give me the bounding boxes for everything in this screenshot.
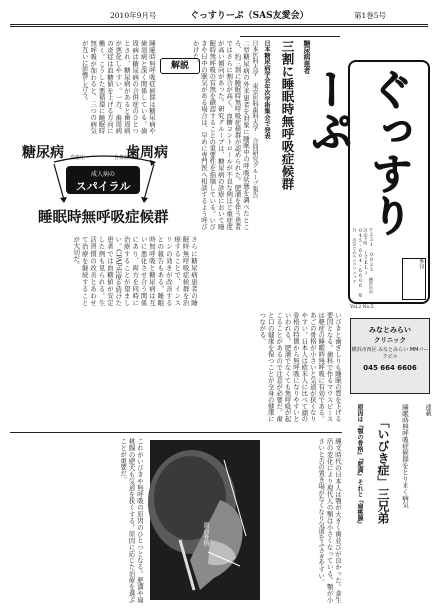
explainer-badge: 解説 xyxy=(160,58,200,74)
spiral-diagram xyxy=(14,140,198,230)
spiral-label: スパイラル xyxy=(75,180,131,193)
lead-line: いびきや日中の眠気がある場合は、 xyxy=(199,40,217,230)
series-subtitle: 原因は『顎の骨格』『肥満』それと『扁桃腺』 xyxy=(356,404,363,527)
explainer-body xyxy=(16,40,156,134)
clinic-phone: 045 664 6606 xyxy=(363,364,417,372)
lead-line: 約三割に睡眠時無呼吸症候群が認められた。 xyxy=(233,53,242,185)
lead-line: 研究グループは、糖尿病の診療において xyxy=(216,105,225,224)
lead-more-line: 両方を同時に治療することが望ましい。 xyxy=(114,236,140,306)
note-right: 合併症 xyxy=(114,155,130,161)
lower-left-body xyxy=(16,236,198,306)
bottom-line: 顎が小さいと舌の置き場がなくなり気道をふさぎやすい。 xyxy=(317,438,334,603)
lead-kicker: 糖尿病患者 xyxy=(302,40,310,74)
middle-line: 肥満でなくても無呼吸が起こることがあるので注意が必要だ。 xyxy=(275,312,292,422)
lead-line: 肥満を伴う患者ではさらに割合が高く、 xyxy=(225,40,242,230)
middle-line: 歯と口の健康を保つことが全身の健康につながる。 xyxy=(258,312,284,422)
lead-more-line: 睡眠時無呼吸と糖尿病は互いに悪化させ合う関係にあり、 xyxy=(131,236,165,306)
bottom-line: これがいびきや無呼吸の原因のひとつとなる。 xyxy=(136,438,144,577)
explainer-line: 睡眠時無呼吸症候群は糖尿病や歯周病と深く関係している。 xyxy=(139,40,156,134)
middle-line: 日本人は欧米人に比べて顔の骨格の特徴から無呼吸になりやすいといわれる。 xyxy=(283,312,309,422)
masthead-badge: 季刊 xyxy=(402,258,426,300)
clinic-ad xyxy=(350,318,430,394)
lead-rule xyxy=(240,36,340,37)
header-rule xyxy=(10,24,428,25)
middle-body xyxy=(16,312,342,422)
page-header xyxy=(0,8,440,22)
bottom-left-body xyxy=(16,438,144,603)
diagram-diabetes: 糖尿病 xyxy=(22,145,64,161)
diagram-periodontal: 歯周病 xyxy=(126,145,168,161)
bottom-line: 原因に応じた治療を選ぶことが重要だ。 xyxy=(119,438,136,603)
skull-xray-image xyxy=(150,440,260,600)
explainer-line: 一方、歯周病の炎症は血糖値を上げる方向に働く。 xyxy=(97,40,123,134)
masthead-volume: Vol.2 No.5 xyxy=(350,305,374,310)
middle-line: 歯科で作るマウスピースは軽症の睡眠時無呼吸に有効である。 xyxy=(317,312,334,423)
lead-more-line: 生活習慣の改善とあわせて治療を継続することが大切だ。 xyxy=(72,236,106,306)
bottom-line: 肥満や扁桃腺の肥大も気道を狭くする。 xyxy=(127,438,144,603)
section-rule xyxy=(10,432,342,433)
lead-more-line: インスリンの効きが改善するとの報告もある。 xyxy=(156,236,182,306)
newsletter-name: ぐっすりーぷ（SAS友愛会） xyxy=(190,11,309,21)
explainer-line: こうした悪循環に睡眠時無呼吸が加わると、 xyxy=(89,40,106,134)
bottom-line: 縄文時代の日本人は顎が大きく歯並びが良かった。 xyxy=(334,438,342,590)
lead-headline: 三割に睡眠時無呼吸症候群 xyxy=(280,40,295,190)
lead-more-line: CPAP治療を続けた患者では血糖値が安定した例も見られる。 xyxy=(97,236,123,306)
middle-line: あごの骨格が小さいと気道が狭くなりやすい。 xyxy=(300,312,317,422)
series-heading xyxy=(346,404,424,604)
series-tag: 睡眠時無呼吸症候群をとりまく病気 xyxy=(401,404,409,508)
diagram-spiral xyxy=(66,166,140,194)
issue-number: 第1巻5号 xyxy=(354,11,387,20)
series-title: 「いびき症」三兄弟 xyxy=(376,416,390,524)
spiral-top: 成人病の xyxy=(90,171,115,178)
lead-body xyxy=(191,40,250,231)
masthead-info: 〒231-0023 横浜市中区山下町 (TEL) 045-664-6606 発行 みなとみらいクリニック xyxy=(352,228,374,298)
lead-line: 血糖コントロールが不良な例ほど重症度が高い傾向があった。 xyxy=(216,40,234,230)
bottom-right-body xyxy=(266,438,342,603)
clinic-name: みなとみらい xyxy=(369,326,411,334)
explainer-line: 歯周病は糖尿病の合併症のひとつとされ、 xyxy=(122,40,148,134)
lead-more-line: さらに糖尿病患者の睡眠時無呼吸症候群を治療することで、 xyxy=(173,236,198,306)
lead-line: 二型糖尿病の外来患者を対象に睡眠中の呼吸状態を調べたところ、 xyxy=(233,40,250,230)
note-left: 高血圧 xyxy=(70,155,86,161)
lead-line: 睡眠時無呼吸の有無を確認することの重要性を指摘している。 xyxy=(208,40,225,231)
lead-byline: 日本医科大学 東京医科歯科大学 合同研究グループ報告 xyxy=(251,40,258,198)
lead-line: 早めに専門医へ相談するよう呼びかけた。 xyxy=(191,40,208,230)
skull-xray-drawing xyxy=(150,440,260,600)
explainer-line: 三つの病気が互いに影響し合う。 xyxy=(80,40,98,134)
clinic-name-2: クリニック xyxy=(373,336,407,344)
explainer-line: 糖尿病があると歯周病が悪化しやすい。 xyxy=(114,40,131,134)
masthead-title: ぐっすりーぷ xyxy=(305,68,414,236)
bottom-line: 食生活の変化により現代人の顎は小さくなっている。 xyxy=(325,438,342,603)
diagram-sas: 睡眠時無呼吸症候群 xyxy=(38,210,169,226)
series-label: 連載 xyxy=(424,404,431,416)
middle-line: いびきと歯ぎしりも睡眠の質を下げる要因となる。 xyxy=(325,312,342,422)
issue-date: 2010年9月号 xyxy=(110,11,157,20)
clinic-address: 横浜市西区 みなとみらい MMパークビル xyxy=(351,347,429,360)
xray-caption: 顔面骨格 xyxy=(202,522,209,546)
lead-subhead: 日本糖尿病学会年次学術集会で発表 xyxy=(263,40,270,140)
header-rule-2 xyxy=(10,26,428,27)
